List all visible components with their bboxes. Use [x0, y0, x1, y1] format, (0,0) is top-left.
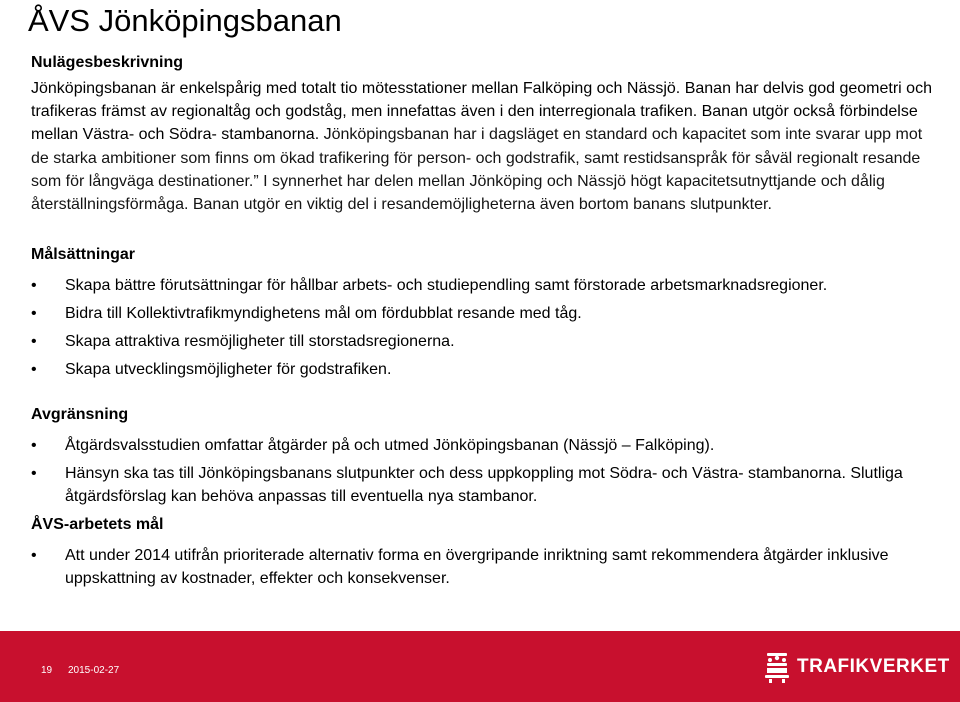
section-heading: Målsättningar	[31, 246, 136, 264]
list-item	[31, 302, 936, 325]
footer-bar	[0, 631, 960, 702]
section-heading: ÅVS-arbetets mål	[31, 516, 164, 534]
list-item-text: Hänsyn ska tas till Jönköpingsbanans slutpunkter och dess uppkoppling mot Södra- och Västra- stambanorna. Slutliga åtgärdsförslag kan behöva anpassas till eventuella nya stambanor.	[65, 465, 903, 506]
section-avs-arbetets-mal	[31, 513, 936, 590]
list-item-text: Skapa attraktiva resmöjligheter till storstadsregionerna.	[65, 333, 455, 351]
list-item	[31, 434, 936, 457]
bullet-icon: •	[31, 277, 37, 295]
list-item	[31, 462, 936, 508]
bullet-icon: •	[31, 465, 37, 483]
paragraph-part-b: Jönköpingsbanan har i dagsläget en standard och kapacitet som inte svarar upp mot de starka ambitioner som finns om ökad trafikering för person- och godstrafik, samt restidsanspråk för såväl regionalt resande som för långväga destinationer.” I synnerhet har delen mellan Jönköping och Nässjö högt kapacitetsutnyttjande och dålig återställningsförmåga. Banan utgör en viktig del i resandemöjligheterna även bortom banans slutpunkter.	[31, 126, 923, 214]
logo-text: TRAFIKVERKET	[797, 656, 950, 677]
section-paragraph	[31, 77, 936, 216]
bullet-list	[31, 544, 936, 590]
section-heading: Avgränsning	[31, 406, 129, 424]
section-malsattningar	[31, 243, 936, 381]
page-title: ÅVS Jönköpingsbanan	[28, 3, 342, 38]
section-avgransning	[31, 403, 936, 508]
list-item	[31, 358, 936, 381]
list-item	[31, 274, 936, 297]
page-number: 19	[41, 665, 53, 676]
bullet-icon: •	[31, 333, 37, 351]
bullet-icon: •	[31, 305, 37, 323]
list-item-text: Bidra till Kollektivtrafikmyndighetens mål om fördubblat resande med tåg.	[65, 305, 582, 323]
list-item-text: Att under 2014 utifrån prioriterade alternativ forma en övergripande inriktning samt rekommendera åtgärder inklusive uppskattning av kostnader, effekter och konsekvenser.	[65, 547, 889, 588]
bullet-icon: •	[31, 547, 37, 565]
bullet-list	[31, 274, 936, 381]
section-nulagesbeskrivning	[31, 51, 936, 216]
footer-date: 2015-02-27	[68, 665, 120, 676]
list-item-text: Skapa bättre förutsättningar för hållbar arbets- och studiependling samt förstorade arbetsmarknadsregioner.	[65, 277, 828, 295]
list-item	[31, 544, 936, 590]
bullet-icon: •	[31, 437, 37, 455]
bullet-list	[31, 434, 936, 508]
crown-emblem-icon	[763, 650, 791, 684]
list-item-text: Åtgärdsvalsstudien omfattar åtgärder på och utmed Jönköpingsbanan (Nässjö – Falköping).	[65, 437, 715, 455]
bullet-icon: •	[31, 361, 37, 379]
list-item-text: Skapa utvecklingsmöjligheter för godstrafiken.	[65, 361, 392, 379]
list-item	[31, 330, 936, 353]
trafikverket-logo	[763, 650, 950, 684]
section-heading: Nulägesbeskrivning	[31, 54, 184, 71]
content-body	[31, 51, 936, 595]
paragraph-part-a: Jönköpingsbanan är enkelspårig med totalt tio mötesstationer mellan Falköping och Nässjö. Banan har delvis god geometri och trafikeras främst av regionaltåg och godståg, men innefattas även i den interregionala trafiken. Banan utgör också förbindelse mellan Västra- och Södra- stambanorna.	[31, 80, 932, 144]
